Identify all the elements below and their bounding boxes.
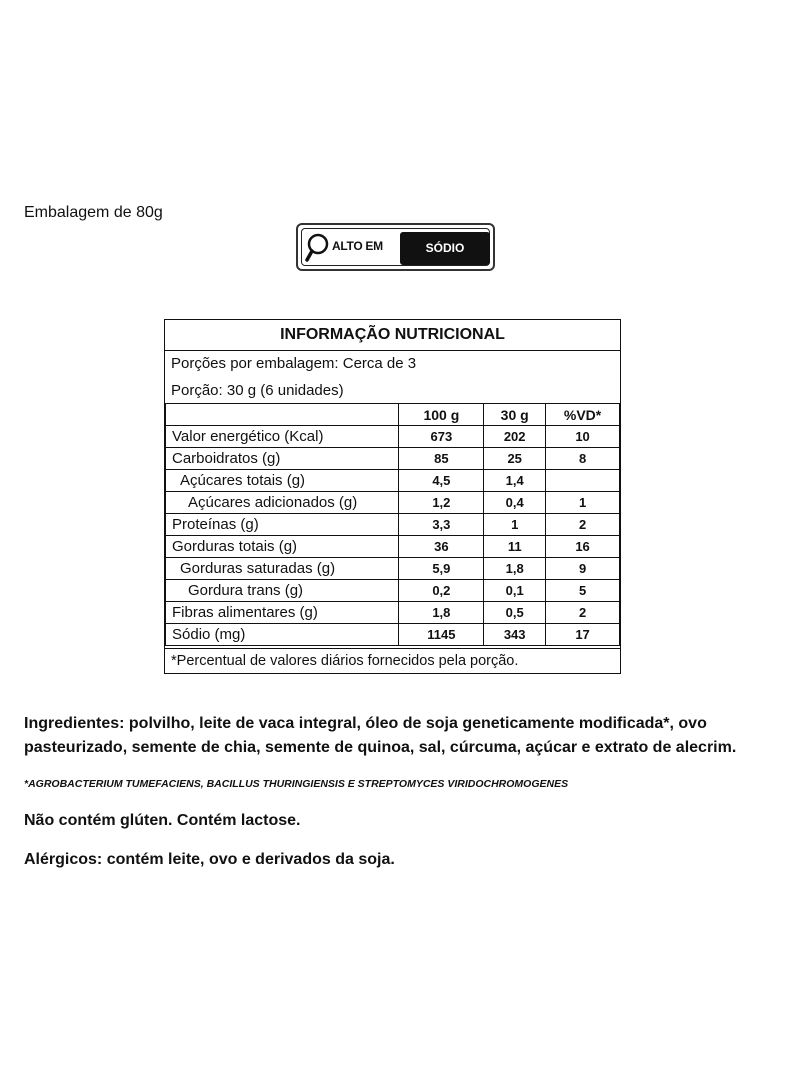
seal-frame <box>301 228 490 266</box>
row-label: Gordura trans (g) <box>166 580 399 602</box>
table-header-row <box>166 404 620 426</box>
value-100g: 4,5 <box>399 470 484 492</box>
value-30g: 25 <box>484 448 546 470</box>
value-30g: 0,1 <box>484 580 546 602</box>
value-30g: 1 <box>484 514 546 536</box>
allergens-note: Alérgicos: contém leite, ovo e derivados da soja. <box>24 851 395 868</box>
row-label: Fibras alimentares (g) <box>166 602 399 624</box>
value-vd: 5 <box>546 580 620 602</box>
table-row <box>166 624 620 646</box>
value-vd: 2 <box>546 514 620 536</box>
value-vd: 16 <box>546 536 620 558</box>
value-vd: 1 <box>546 492 620 514</box>
nutrition-facts-table <box>164 319 621 674</box>
row-label: Gorduras saturadas (g) <box>166 558 399 580</box>
value-100g: 85 <box>399 448 484 470</box>
value-100g: 1,2 <box>399 492 484 514</box>
table-row <box>166 448 620 470</box>
table-row <box>166 536 620 558</box>
nutrition-title: INFORMAÇÃO NUTRICIONAL <box>165 320 620 351</box>
value-30g: 1,8 <box>484 558 546 580</box>
row-label: Açúcares totais (g) <box>166 470 399 492</box>
value-100g: 5,9 <box>399 558 484 580</box>
ingredients-text: Ingredientes: polvilho, leite de vaca integral, óleo de soja geneticamente modificada*, ovo pasteurizado, semente de chia, semente de quinoa, sal, cúrcuma, açúcar e extrato de alecrim. <box>24 715 737 756</box>
high-sodium-seal <box>296 223 495 271</box>
row-label: Valor energético (Kcal) <box>166 426 399 448</box>
table-row <box>166 492 620 514</box>
row-label: Gorduras totais (g) <box>166 536 399 558</box>
header-blank <box>166 404 399 426</box>
value-vd: 9 <box>546 558 620 580</box>
value-vd: 10 <box>546 426 620 448</box>
table-row <box>166 580 620 602</box>
value-vd: 17 <box>546 624 620 646</box>
serving-size: Porção: 30 g (6 unidades) <box>171 382 344 399</box>
value-30g: 0,4 <box>484 492 546 514</box>
table-row <box>166 514 620 536</box>
value-vd: 8 <box>546 448 620 470</box>
seal-high-label: ALTO EM <box>332 239 383 253</box>
value-100g: 1,8 <box>399 602 484 624</box>
value-30g: 1,4 <box>484 470 546 492</box>
table-row <box>166 470 620 492</box>
daily-value-footnote: *Percentual de valores diários fornecidos pela porção. <box>171 653 519 669</box>
value-100g: 0,2 <box>399 580 484 602</box>
table-row <box>166 426 620 448</box>
value-100g: 673 <box>399 426 484 448</box>
row-label: Sódio (mg) <box>166 624 399 646</box>
value-30g: 0,5 <box>484 602 546 624</box>
seal-nutrient-label: SÓDIO <box>400 232 490 265</box>
value-30g: 343 <box>484 624 546 646</box>
table-row <box>166 602 620 624</box>
value-vd: 2 <box>546 602 620 624</box>
column-header-100g: 100 g <box>399 404 484 426</box>
servings-per-package: Porções por embalagem: Cerca de 3 <box>171 355 417 372</box>
package-size-text: Embalagem de 80g <box>24 204 163 221</box>
row-label: Proteínas (g) <box>166 514 399 536</box>
value-vd <box>546 470 620 492</box>
value-100g: 1145 <box>399 624 484 646</box>
column-header-vd: %VD* <box>546 404 620 426</box>
value-30g: 202 <box>484 426 546 448</box>
value-100g: 3,3 <box>399 514 484 536</box>
gmo-note: *AGROBACTERIUM TUMEFACIENS, BACILLUS THURINGIENSIS E STREPTOMYCES VIRIDOCHROMOGENES <box>24 778 569 790</box>
footnote-divider <box>165 648 620 649</box>
row-label: Açúcares adicionados (g) <box>166 492 399 514</box>
nutrition-grid <box>165 403 620 646</box>
value-100g: 36 <box>399 536 484 558</box>
table-row <box>166 558 620 580</box>
gluten-lactose-note: Não contém glúten. Contém lactose. <box>24 812 301 829</box>
column-header-30g: 30 g <box>484 404 546 426</box>
row-label: Carboidratos (g) <box>166 448 399 470</box>
value-30g: 11 <box>484 536 546 558</box>
